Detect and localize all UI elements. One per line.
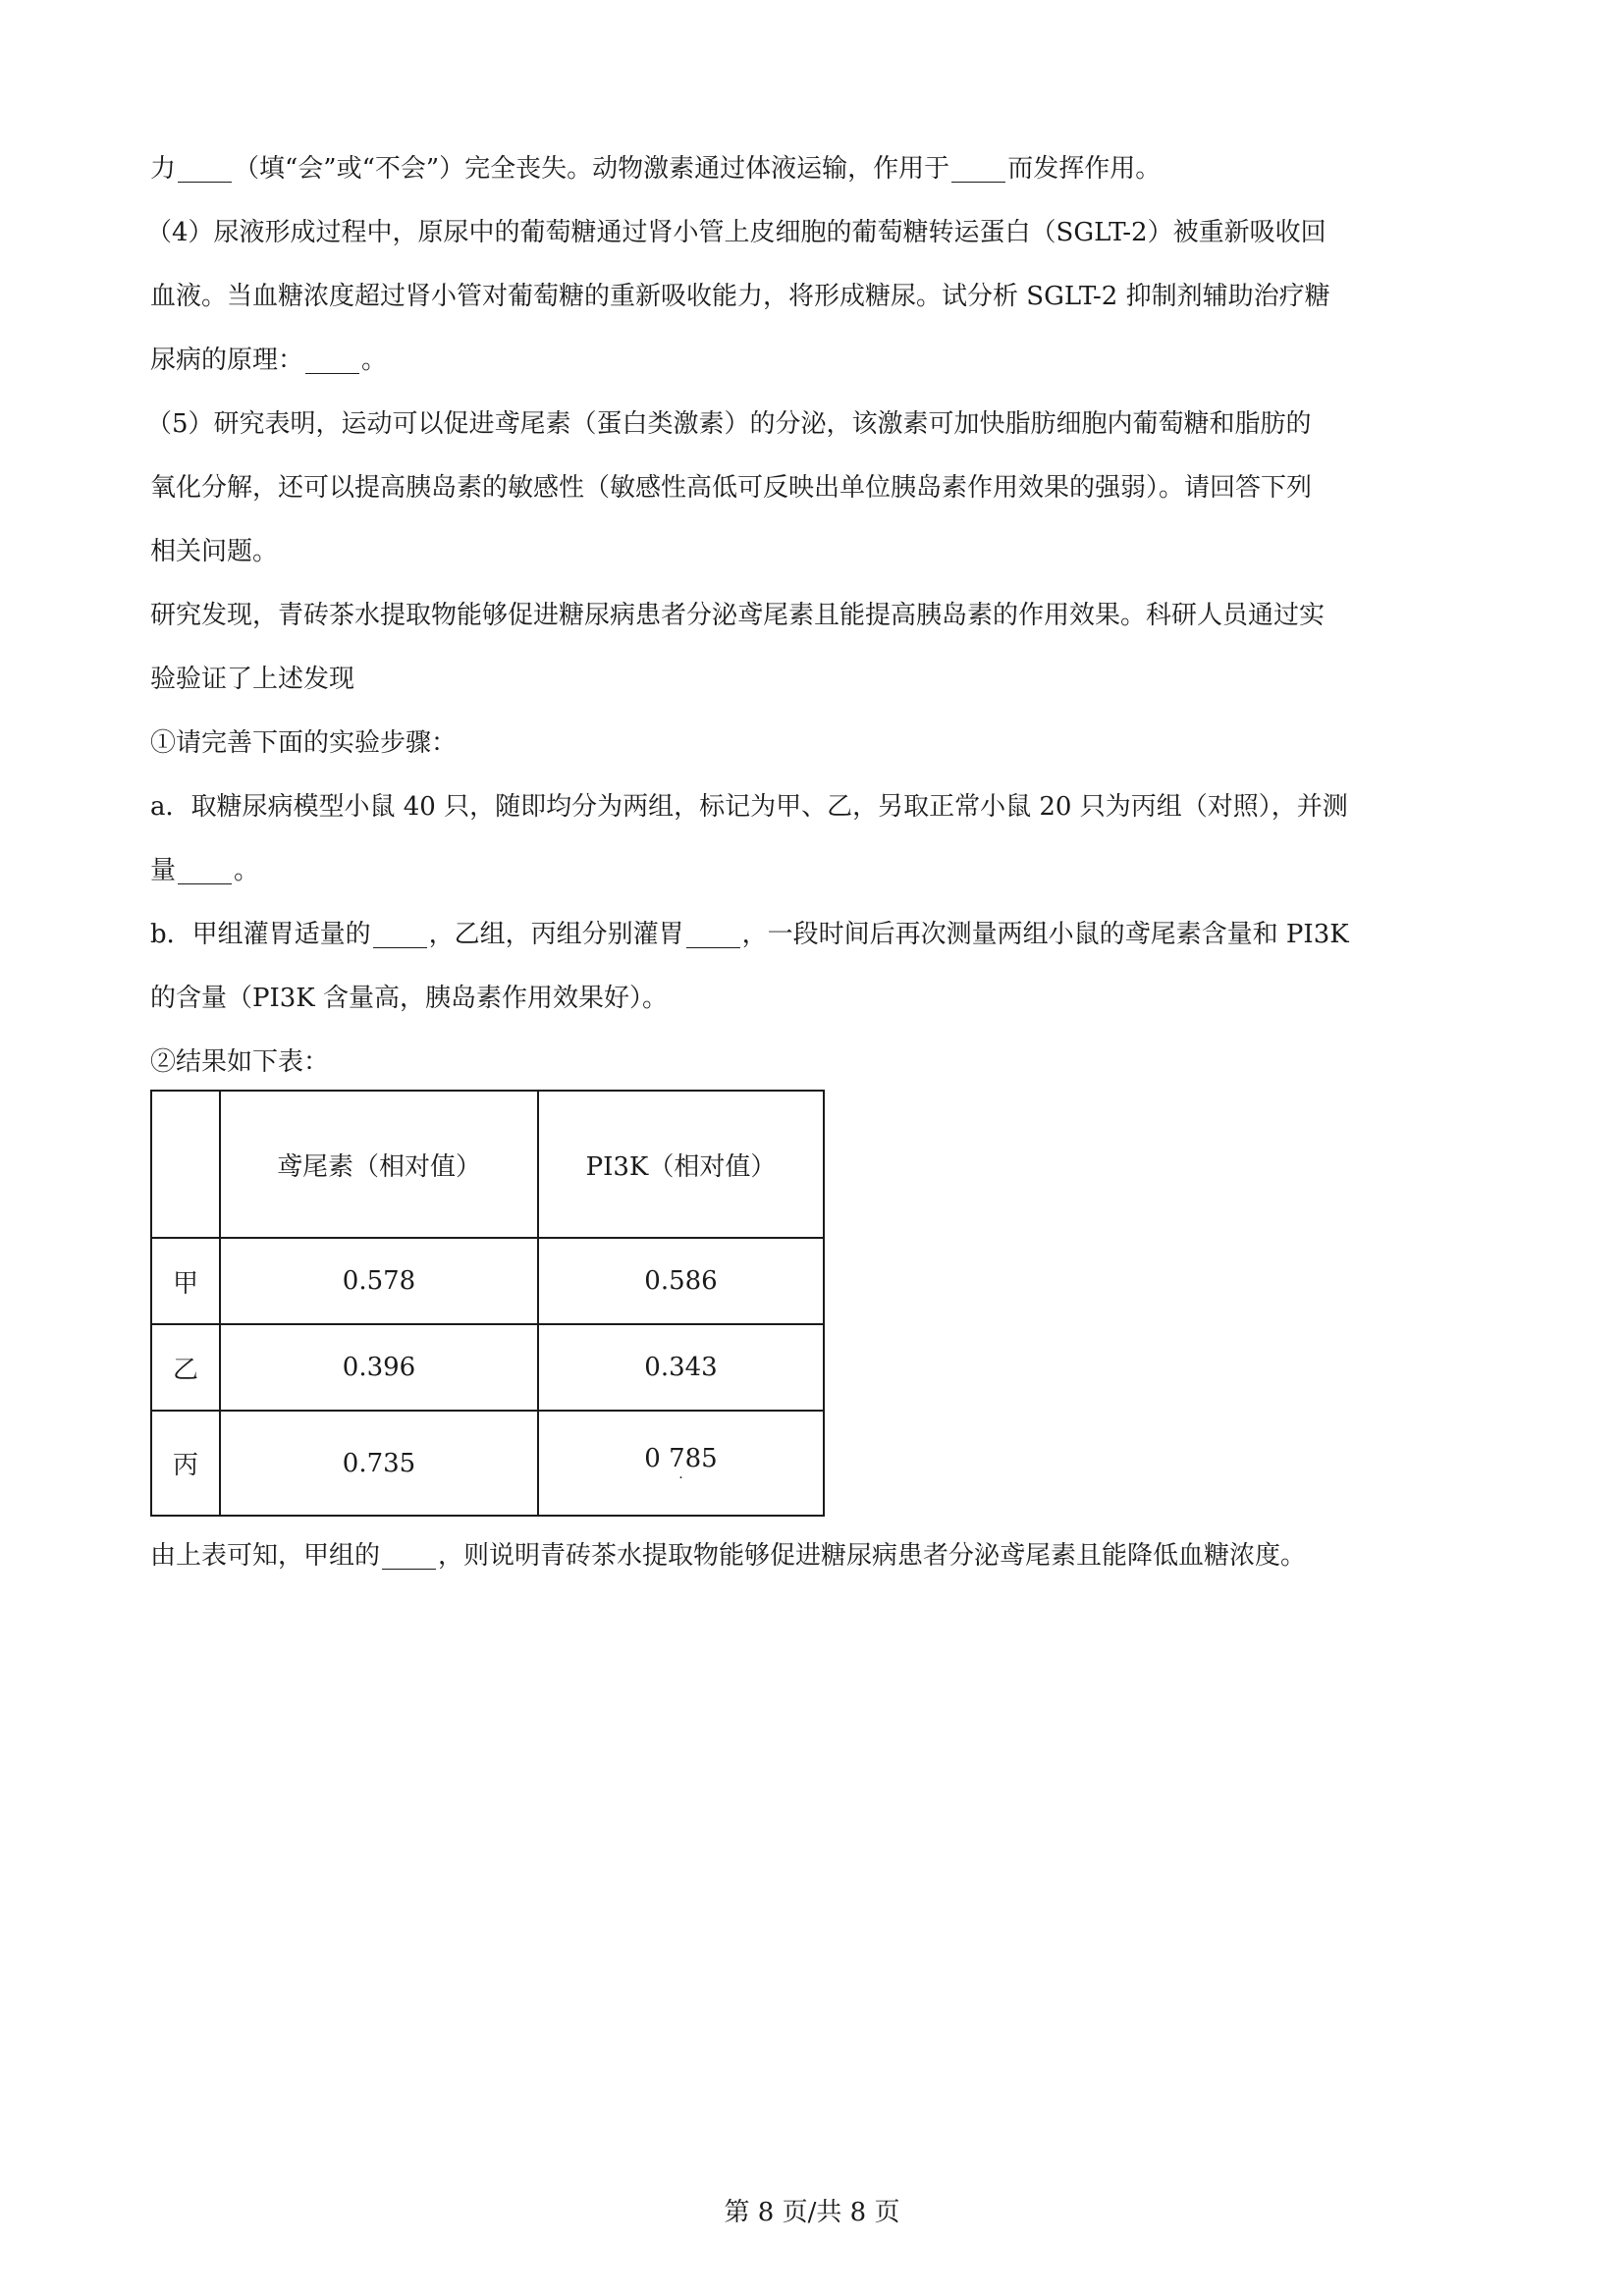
table-row	[151, 1238, 824, 1324]
text: ，一段时间后再次测量两组小鼠的鸢尾素含量和 PI3K	[741, 920, 1349, 949]
results-table	[150, 1090, 825, 1517]
text: 。	[234, 856, 260, 885]
text: 。	[361, 346, 388, 375]
text: 力	[150, 154, 177, 184]
pi3k-value: 0 785	[644, 1443, 718, 1473]
results-intro: ②结果如下表：	[150, 1047, 330, 1077]
group-cell: 乙	[151, 1324, 220, 1411]
text: b．甲组灌胃适量的	[150, 920, 371, 949]
document-body	[146, 137, 1481, 1095]
answer-blank	[305, 347, 359, 374]
page-footer: 第 8 页/共 8 页	[724, 2198, 900, 2227]
irisin-cell: 0.735	[220, 1411, 538, 1516]
question-5-line-1: （5）研究表明，运动可以促进鸢尾素（蛋白类激素）的分泌，该激素可加快脂肪细胞内葡萄糖和脂肪的	[146, 409, 1312, 439]
question-4-line-1: （4）尿液形成过程中，原尿中的葡萄糖通过肾小管上皮细胞的葡萄糖转运蛋白（SGLT-2）被重新吸收回	[146, 218, 1326, 247]
question-5-line-3: 相关问题。	[150, 537, 279, 566]
irisin-cell: 0.396	[220, 1324, 538, 1411]
answer-blank	[686, 922, 740, 948]
step-b-line-1	[150, 903, 1481, 967]
table-header-cell: 鸢尾素（相对值）	[220, 1091, 538, 1238]
pi3k-cell: 0.586	[538, 1238, 824, 1324]
text: 尿病的原理：	[150, 346, 304, 375]
text: 由上表可知，甲组的	[150, 1541, 381, 1571]
table-header-row	[151, 1091, 824, 1238]
text: 量	[150, 856, 177, 885]
pi3k-cell: 0.343	[538, 1324, 824, 1411]
answer-blank	[178, 156, 232, 183]
text: （填“会”或“不会”）完全丧失。动物激素通过体液运输，作用于	[234, 154, 950, 184]
table-row	[151, 1411, 824, 1516]
finding-line-2: 验验证了上述发现	[150, 665, 355, 694]
finding-line-1: 研究发现，青砖茶水提取物能够促进糖尿病患者分泌鸢尾素且能提高胰岛素的作用效果。科研人员通过实	[150, 601, 1326, 630]
step-intro: ①请完善下面的实验步骤：	[150, 728, 458, 758]
text: ，则说明青砖茶水提取物能够促进糖尿病患者分泌鸢尾素且能降低血糖浓度。	[438, 1541, 1307, 1571]
table-row	[151, 1324, 824, 1411]
step-a-line-1: a．取糖尿病模型小鼠 40 只，随即均分为两组，标记为甲、乙，另取正常小鼠 20 只为丙组（对照），并测	[150, 792, 1348, 822]
step-a-line-2	[150, 839, 1481, 903]
text: ，乙组，丙组分别灌胃	[428, 920, 684, 949]
table-header-cell	[151, 1091, 220, 1238]
irisin-cell: 0.578	[220, 1238, 538, 1324]
question-5-line-2: 氧化分解，还可以提高胰岛素的敏感性（敏感性高低可反映出单位胰岛素作用效果的强弱）。请回答下列	[150, 473, 1313, 503]
paragraph-hormone-action	[150, 137, 1481, 201]
pi3k-cell	[538, 1411, 824, 1516]
conclusion-line	[150, 1524, 1481, 1588]
answer-blank	[373, 922, 427, 948]
text: 而发挥作用。	[1007, 154, 1162, 184]
question-4-line-2: 血液。当血糖浓度超过肾小管对葡萄糖的重新吸收能力，将形成糖尿。试分析 SGLT-2 抑制剂辅助治疗糖	[150, 282, 1330, 311]
question-4-line-3	[150, 329, 1481, 393]
answer-blank	[178, 858, 232, 884]
table-header-cell: PI3K（相对值）	[538, 1091, 824, 1238]
answer-blank	[382, 1543, 436, 1570]
stray-mark: ·	[678, 1469, 683, 1486]
answer-blank	[951, 156, 1005, 183]
step-b-line-2: 的含量（PI3K 含量高，胰岛素作用效果好）。	[150, 984, 668, 1013]
group-cell: 甲	[151, 1238, 220, 1324]
group-cell: 丙	[151, 1411, 220, 1516]
